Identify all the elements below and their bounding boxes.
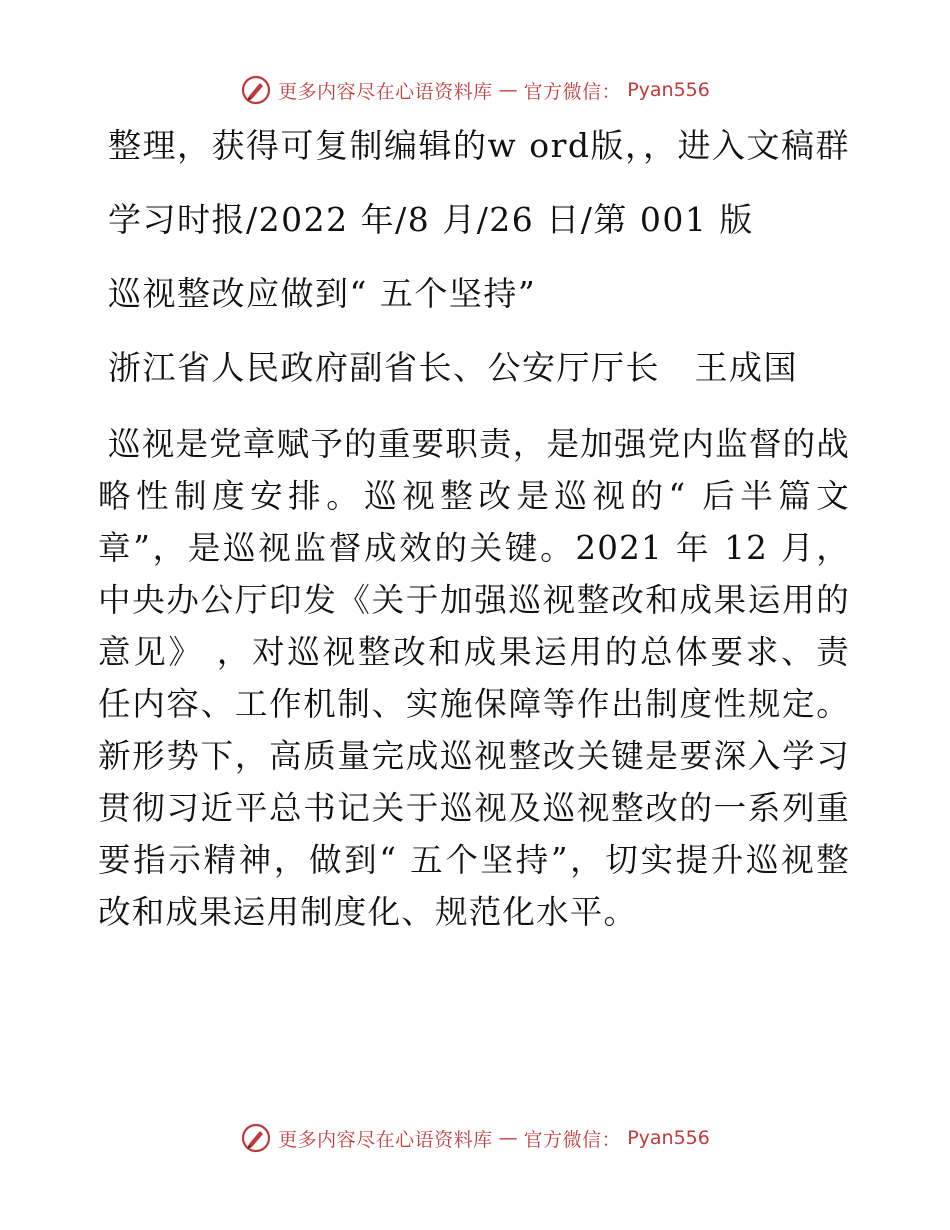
- watermark-handle: Pyan556: [627, 1127, 710, 1149]
- watermark-label: 官方微信：: [523, 1128, 622, 1151]
- document-body: [98, 122, 850, 964]
- body-paragraph: 巡视是党章赋予的重要职责，是加强党内监督的战略性制度安排。巡视整改是巡视的“ 后半篇文章”，是巡视监督成效的关键。2021 年 12 月，中央办公厅印发《关于加强巡视整改和成果运用的意见》 ，对巡视整改和成果运用的总体要求、责任内容、工作机制、实施保障等作出制度性规定。新形势下，高质量完成巡视整改关键是要深入学习贯彻习近平总书记关于巡视及巡视整改的一系列重要指示精神，做到“ 五个坚持”，切实提升巡视整改和成果运用制度化、规范化水平。: [98, 425, 850, 931]
- watermark-text: 更多内容尽在心语资料库: [278, 80, 493, 103]
- header-watermark: [0, 74, 950, 106]
- watermark-separator: —: [498, 79, 518, 101]
- intro-line: 整理，获得可复制编辑的w ord版，，进入文稿群: [108, 126, 851, 165]
- footer-watermark: [0, 1122, 950, 1154]
- pen-seal-icon: [240, 74, 272, 106]
- pen-seal-icon: [240, 1122, 272, 1154]
- watermark-handle: Pyan556: [627, 79, 710, 101]
- watermark-separator: —: [498, 1127, 518, 1149]
- watermark-text: 更多内容尽在心语资料库: [278, 1128, 493, 1151]
- author-line: 浙江省人民政府副省长、公安厅厅长 王成国: [108, 348, 798, 387]
- source-line: 学习时报/2022 年/8 月/26 日/第 001 版: [108, 200, 754, 239]
- watermark-label: 官方微信：: [523, 80, 622, 103]
- article-title: 巡视整改应做到“ 五个坚持”: [108, 274, 537, 313]
